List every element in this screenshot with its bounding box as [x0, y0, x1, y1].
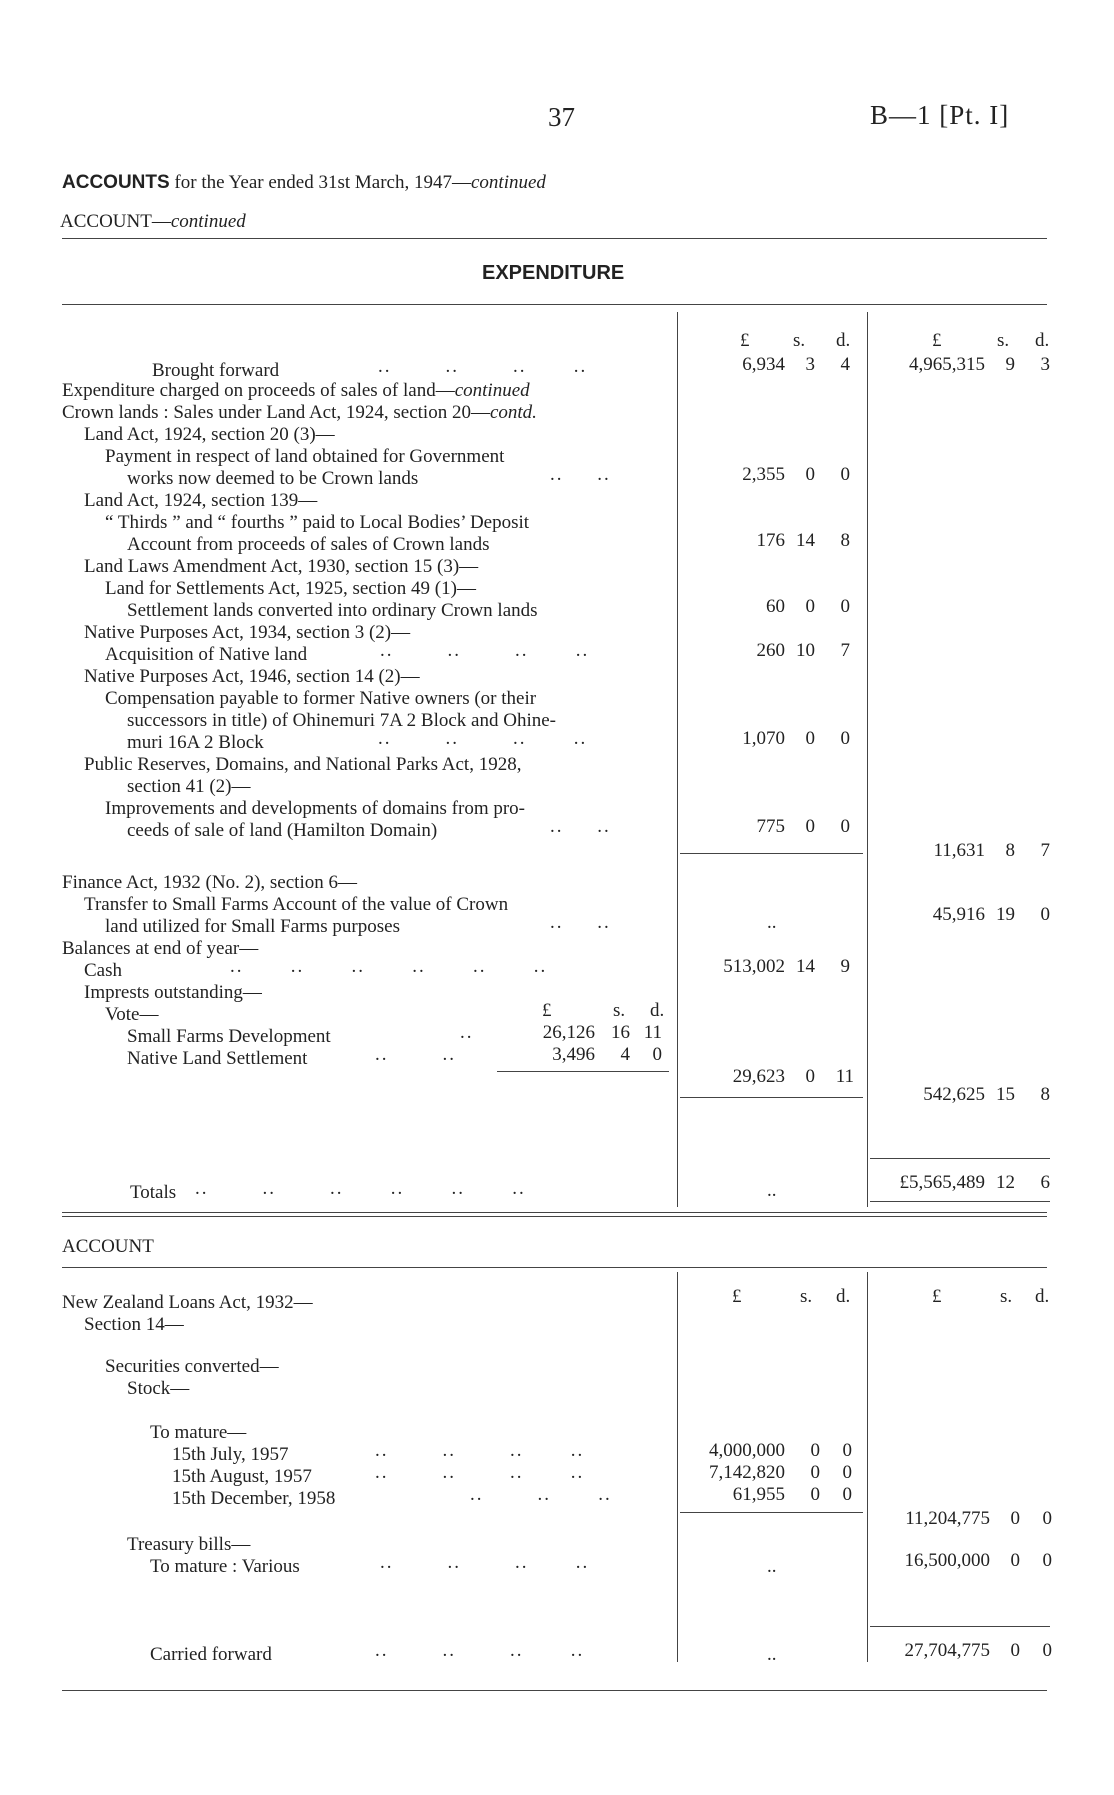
subtotal-pounds: 11,631 [933, 840, 985, 861]
stock-total-shillings: 0 [1010, 1508, 1020, 1529]
settlement-amount-shillings: 0 [805, 596, 815, 617]
leader-dots: .. .. .. .. [375, 1440, 585, 1461]
section-end-rule-1 [62, 1212, 1047, 1213]
improvements-amount-shillings: 0 [805, 816, 815, 837]
compensation-amount-pounds: 1,070 [742, 728, 785, 749]
account-col1-rule [677, 1272, 678, 1662]
settlement-amount-pence: 0 [840, 596, 850, 617]
account-top-rule [62, 1267, 1047, 1268]
payment-line-2: works now deemed to be Crown lands [127, 468, 419, 489]
stock-total-pounds: 11,204,775 [905, 1508, 990, 1529]
carried-forward-label: Carried forward [150, 1644, 272, 1665]
imprests-heading: Imprests outstanding— [84, 982, 262, 1003]
leader-dots: .. .. .. .. [378, 356, 588, 377]
land-for-settlements-act: Land for Settlements Act, 1925, section 49 (1)— [105, 578, 476, 599]
totals-label: Totals [130, 1182, 177, 1203]
treasury-shillings: 0 [1010, 1550, 1020, 1571]
cash-amount-pence: 9 [840, 956, 850, 977]
leader-dots: .. .. .. [470, 1484, 612, 1505]
cash-label: Cash [84, 960, 122, 981]
totals-double-rule-1 [870, 1201, 1050, 1202]
imprests-total-shillings: 0 [805, 1066, 815, 1087]
stock-line: Stock— [127, 1378, 190, 1399]
carried-forward-rule [870, 1626, 1050, 1627]
brought-forward-c2-pounds: 4,965,315 [909, 354, 985, 375]
stock-total-pence: 0 [1042, 1508, 1052, 1529]
improvements-amount-pounds: 775 [756, 816, 785, 837]
imprests-rule [497, 1071, 669, 1072]
land-act-s139: Land Act, 1924, section 139— [84, 490, 318, 511]
col1-rule [677, 312, 678, 1207]
accounts-heading: ACCOUNTS for the Year ended 31st March, 1947—continued [62, 172, 546, 193]
header-rule [62, 238, 1047, 239]
thirds-line-2: Account from proceeds of sales of Crown lands [127, 534, 490, 555]
native-land-shillings: 4 [620, 1044, 630, 1065]
expenditure-title: EXPENDITURE [482, 262, 625, 284]
transfer-line-1: Transfer to Small Farms Account of the value of Crown [84, 894, 509, 915]
brought-forward-c1-pence: 4 [840, 354, 850, 375]
securities-line: Securities converted— [105, 1356, 279, 1377]
treasury-pounds: 16,500,000 [904, 1550, 990, 1571]
transfer-amount-pounds: 45,916 [932, 904, 985, 925]
totals-rule [870, 1158, 1050, 1159]
payment-amount-pounds: 2,355 [742, 464, 785, 485]
section-end-rule-2 [62, 1216, 1047, 1217]
brought-forward-c2-shillings: 9 [1005, 354, 1015, 375]
page-number: 37 [548, 102, 575, 132]
improvements-line-1: Improvements and developments of domains from pro- [105, 798, 526, 819]
leader-dots: .. .. [550, 816, 611, 837]
native-purposes-act-1946: Native Purposes Act, 1946, section 14 (2)— [84, 666, 420, 687]
improvements-amount-pence: 0 [840, 816, 850, 837]
leader-dots: .. .. .. .. [375, 1462, 585, 1483]
native-land-pounds: 3,496 [552, 1044, 595, 1065]
acquisition-amount-pounds: 260 [756, 640, 785, 661]
vote-heading: Vote— [105, 1004, 159, 1025]
leader-dots: .. .. [375, 1044, 456, 1065]
carried-forward-shillings: 0 [1010, 1640, 1020, 1661]
subtotal-rule [680, 853, 863, 854]
section-14-line: Section 14— [84, 1314, 184, 1335]
transfer-line-2: land utilized for Small Farms purposes [105, 916, 400, 937]
totals-shillings: 12 [996, 1172, 1015, 1193]
stock-rule [680, 1512, 863, 1513]
compensation-line-3: muri 16A 2 Block [127, 732, 264, 753]
transfer-c1-dots: .. [767, 912, 777, 933]
cash-amount-pounds: 513,002 [723, 956, 785, 977]
leader-dots: .. .. .. .. [380, 640, 590, 661]
carried-forward-pence: 0 [1042, 1640, 1052, 1661]
account-continued-heading: ACCOUNT—continued [60, 211, 246, 232]
thirds-amount-pence: 8 [840, 530, 850, 551]
balances-total-pence: 8 [1040, 1084, 1050, 1105]
page-bottom-rule [62, 1690, 1047, 1691]
carried-forward-pounds: 27,704,775 [904, 1640, 990, 1661]
imprests-total-pence: 11 [835, 1066, 854, 1087]
leader-dots: .. .. [550, 464, 611, 485]
small-farms-pounds: 26,126 [542, 1022, 595, 1043]
transfer-amount-pence: 0 [1040, 904, 1050, 925]
small-farms-label: Small Farms Development [127, 1026, 331, 1047]
acquisition-amount-pence: 7 [840, 640, 850, 661]
small-farms-pence: 11 [643, 1022, 662, 1043]
subtotal-pence: 7 [1040, 840, 1050, 861]
totals-pounds: £5,565,489 [899, 1172, 985, 1193]
thirds-amount-shillings: 14 [796, 530, 815, 551]
native-purposes-act-1934: Native Purposes Act, 1934, section 3 (2)— [84, 622, 411, 643]
balances-total-shillings: 15 [996, 1084, 1015, 1105]
account-col2-rule [867, 1272, 868, 1662]
payment-amount-pence: 0 [840, 464, 850, 485]
treasury-bills-line: Treasury bills— [127, 1534, 251, 1555]
compensation-amount-pence: 0 [840, 728, 850, 749]
totals-pence: 6 [1040, 1172, 1050, 1193]
acquisition-line: Acquisition of Native land [105, 644, 308, 665]
document-reference: B—1 [Pt. I] [870, 100, 1010, 130]
carried-c1-dots: .. [767, 1644, 777, 1665]
compensation-amount-shillings: 0 [805, 728, 815, 749]
imprests-total-pounds: 29,623 [732, 1066, 785, 1087]
thirds-amount-pounds: 176 [756, 530, 785, 551]
account-title: ACCOUNT [62, 1236, 154, 1257]
crown-lands-heading: Crown lands : Sales under Land Act, 1924, section 20—contd. [62, 402, 537, 423]
native-land-label: Native Land Settlement [127, 1048, 308, 1069]
finance-act-line: Finance Act, 1932 (No. 2), section 6— [62, 872, 357, 893]
acquisition-amount-shillings: 10 [796, 640, 815, 661]
leader-dots: .. .. .. .. [378, 728, 588, 749]
settlement-amount-pounds: 60 [766, 596, 785, 617]
compensation-line-2: successors in title) of Ohinemuri 7A 2 Block and Ohine- [127, 710, 557, 731]
native-land-pence: 0 [652, 1044, 662, 1065]
subtotal-shillings: 8 [1005, 840, 1015, 861]
brought-forward-c2-pence: 3 [1040, 354, 1050, 375]
brought-forward-label: Brought forward [152, 360, 280, 381]
improvements-line-2: ceeds of sale of land (Hamilton Domain) [127, 820, 438, 841]
leader-dots: .. .. .. .. [375, 1640, 585, 1661]
expenditure-top-rule [62, 304, 1047, 305]
thirds-line-1: “ Thirds ” and “ fourths ” paid to Local Bodies’ Deposit [105, 512, 530, 533]
small-farms-shillings: 16 [611, 1022, 630, 1043]
leader-dots: .. .. .. .. [380, 1552, 590, 1573]
payment-amount-shillings: 0 [805, 464, 815, 485]
leader-dots: .. .. [550, 912, 611, 933]
treasury-c1-dots: .. [767, 1556, 777, 1577]
nz-loans-act-line: New Zealand Loans Act, 1932— [62, 1292, 313, 1313]
leader-dots: .. .. .. .. .. .. [230, 956, 548, 977]
public-reserves-line-1: Public Reserves, Domains, and National Parks Act, 1928, [84, 754, 522, 775]
cash-amount-shillings: 14 [796, 956, 815, 977]
settlement-line: Settlement lands converted into ordinary Crown lands [127, 600, 538, 621]
col2-rule [867, 312, 868, 1207]
totals-c1-dots: .. [767, 1180, 777, 1201]
brought-forward-c1-pounds: 6,934 [742, 354, 785, 375]
leader-dots: .. [460, 1022, 474, 1043]
leader-dots: .. .. .. .. .. .. [195, 1178, 526, 1199]
balances-heading: Balances at end of year— [62, 938, 259, 959]
public-reserves-line-2: section 41 (2)— [127, 776, 251, 797]
land-laws-amendment-act: Land Laws Amendment Act, 1930, section 15 (3)— [84, 556, 479, 577]
balances-rule [680, 1097, 863, 1098]
brought-forward-c1-shillings: 3 [805, 354, 815, 375]
payment-line-1: Payment in respect of land obtained for Government [105, 446, 505, 467]
land-act-s20: Land Act, 1924, section 20 (3)— [84, 424, 335, 445]
treasury-mature-line: To mature : Various [150, 1556, 300, 1577]
compensation-line-1: Compensation payable to former Native owners (or their [105, 688, 537, 709]
balances-total-pounds: 542,625 [923, 1084, 985, 1105]
to-mature-line: To mature— [150, 1422, 247, 1443]
transfer-amount-shillings: 19 [996, 904, 1015, 925]
treasury-pence: 0 [1042, 1550, 1052, 1571]
expenditure-heading-line: Expenditure charged on proceeds of sales of land—continued [62, 380, 530, 401]
